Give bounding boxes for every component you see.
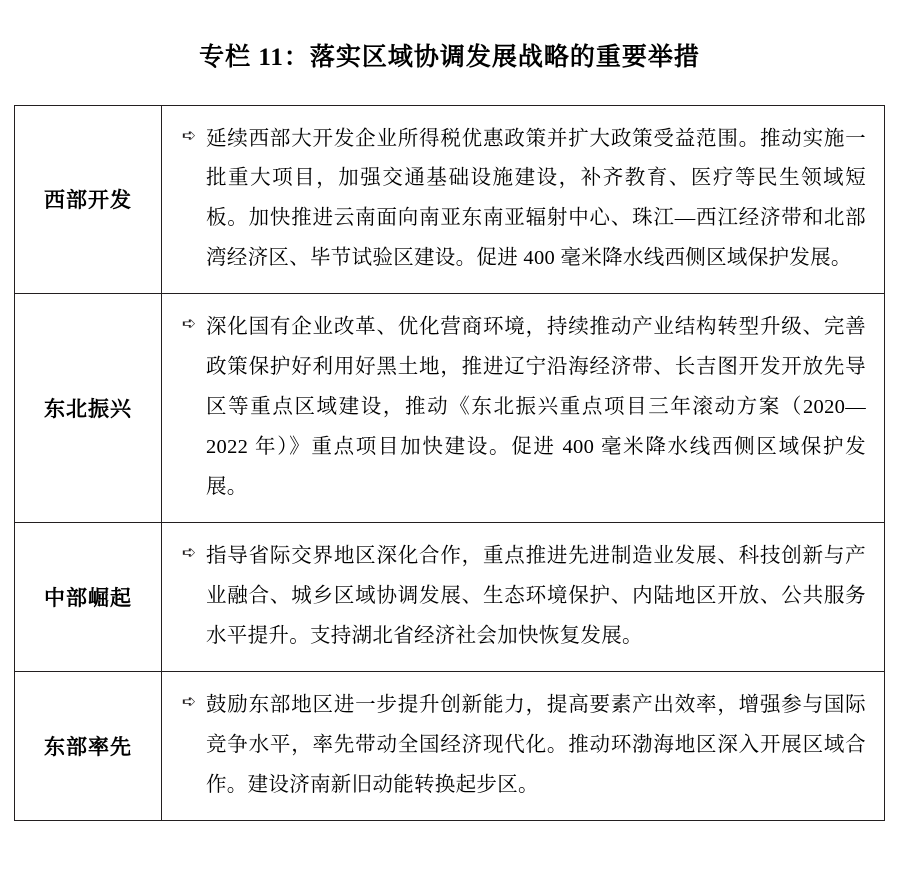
table-row xyxy=(15,523,884,672)
content-cell xyxy=(162,294,885,523)
arrow-bullet-icon: ➪ xyxy=(181,314,197,335)
arrow-bullet-icon: ➪ xyxy=(181,125,197,146)
category-cell: 东北振兴 xyxy=(15,294,162,523)
content-cell xyxy=(162,523,885,672)
category-cell: 中部崛起 xyxy=(15,523,162,672)
table-body xyxy=(15,106,884,821)
content-text: 鼓励东部地区进一步提升创新能力，提高要素产出效率，增强参与国际竞争水平，率先带动全国经济现代化。推动环渤海地区深入开展区域合作。建设济南新旧动能转换起步区。 xyxy=(206,694,866,797)
content-text: 延续西部大开发企业所得税优惠政策并扩大政策受益范围。推动实施一批重大项目，加强交通基础设施建设，补齐教育、医疗等民生领域短板。加快推进云南面向南亚东南亚辐射中心、珠江—西江经济带和北部湾经济区、毕节试验区建设。促进 400 毫米降水线西侧区域保护发展。 xyxy=(206,127,866,270)
content-text: 深化国有企业改革、优化营商环境，持续推动产业结构转型升级、完善政策保护好利用好黑土地，推进辽宁沿海经济带、长吉图开发开放先导区等重点区域建设，推动《东北振兴重点项目三年滚动方案（2020—2022 年）》重点项目加快建设。促进 400 毫米降水线西侧区域保护发展。 xyxy=(206,316,866,499)
page-title: 专栏 11：落实区域协调发展战略的重要举措 xyxy=(199,44,700,71)
table-row xyxy=(15,106,884,294)
measures-table-container xyxy=(14,105,885,822)
measures-table xyxy=(15,106,884,822)
content-cell xyxy=(162,672,885,821)
content-text: 指导省际交界地区深化合作，重点推进先进制造业发展、科技创新与产业融合、城乡区域协调发展、生态环境保护、内陆地区开放、公共服务水平提升。支持湖北省经济社会加快恢复发展。 xyxy=(206,545,866,648)
arrow-bullet-icon: ➪ xyxy=(181,543,197,564)
arrow-bullet-icon: ➪ xyxy=(181,692,197,713)
table-row xyxy=(15,672,884,821)
category-cell: 西部开发 xyxy=(15,106,162,294)
category-cell: 东部率先 xyxy=(15,672,162,821)
table-row xyxy=(15,294,884,523)
content-cell xyxy=(162,106,885,294)
